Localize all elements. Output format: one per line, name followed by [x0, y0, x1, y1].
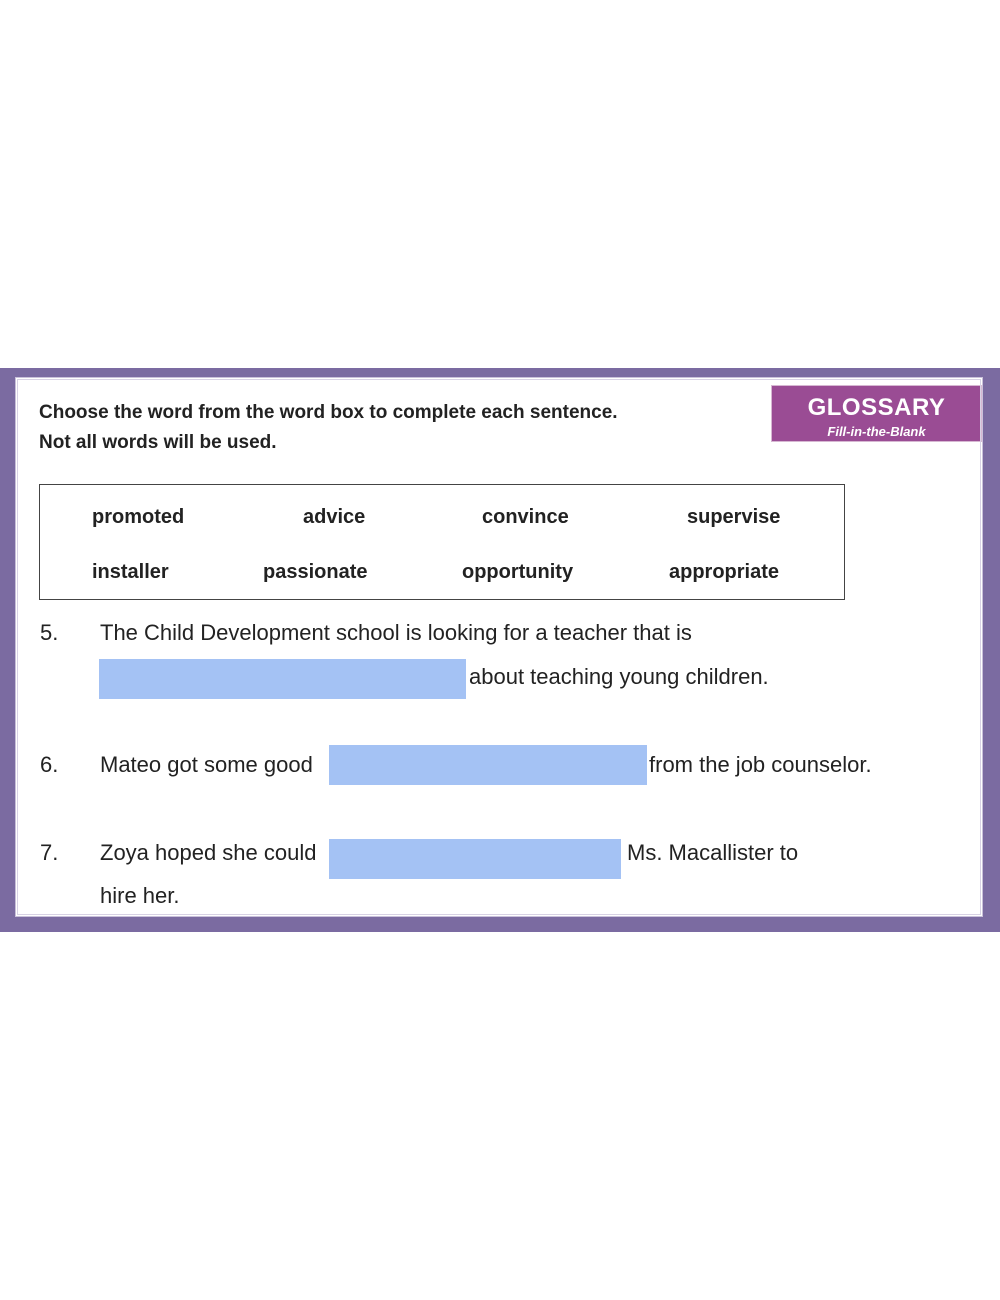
question-6-answer-blank[interactable]	[329, 745, 647, 785]
word-appropriate: appropriate	[669, 561, 780, 583]
word-installer: installer	[92, 561, 169, 583]
question-7-answer-blank[interactable]	[329, 839, 621, 879]
worksheet-frame	[0, 368, 1000, 932]
instruction-line-2: Not all words will be used.	[39, 432, 277, 453]
question-6-number: 6.	[40, 752, 59, 777]
question-5-answer-blank[interactable]	[99, 659, 466, 699]
badge-subtitle: Fill-in-the-Blank	[827, 424, 926, 439]
question-7-text-after: Ms. Macallister to	[627, 840, 799, 865]
question-7-text-before: Zoya hoped she could	[100, 840, 317, 865]
question-5-number: 5.	[40, 620, 59, 645]
word-promoted: promoted	[92, 506, 185, 528]
instruction-line-1: Choose the word from the word box to complete each sentence.	[39, 402, 618, 423]
question-6-text-after: from the job counselor.	[649, 752, 872, 777]
word-box	[39, 484, 845, 600]
word-convince: convince	[482, 506, 569, 528]
question-5-text-after: about teaching young children.	[469, 664, 769, 689]
word-advice: advice	[303, 506, 366, 528]
question-5-text-before: The Child Development school is looking for a teacher that is	[100, 620, 692, 645]
word-supervise: supervise	[687, 506, 781, 528]
badge-title: GLOSSARY	[807, 394, 946, 421]
question-7-text-continued: hire her.	[100, 883, 180, 908]
question-6-text-before: Mateo got some good	[100, 752, 313, 777]
glossary-badge	[772, 386, 981, 441]
word-opportunity: opportunity	[462, 561, 574, 583]
worksheet-panel	[15, 377, 983, 917]
question-7-number: 7.	[40, 840, 59, 865]
word-passionate: passionate	[263, 561, 368, 583]
